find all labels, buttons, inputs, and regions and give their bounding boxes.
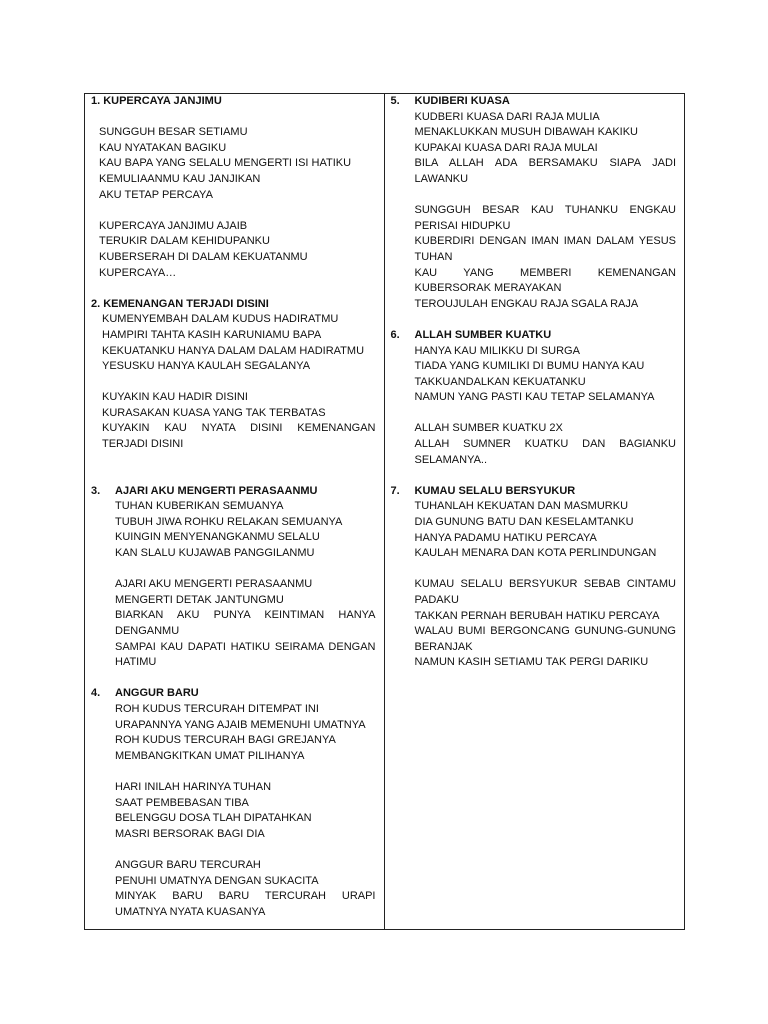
song-title-text: KUDIBERI KUASA <box>414 95 510 107</box>
lyric-line: SUNGGUH BESAR KAU TUHANKU ENGKAU PERISAI HIDUPKU <box>414 204 676 232</box>
lyric-line: KAU NYATAKAN BAGIKU <box>99 141 227 154</box>
lyric-line: KURASAKAN KUASA YANG TAK TERBATAS <box>102 406 326 419</box>
stanza <box>115 858 376 920</box>
song-body <box>391 110 677 313</box>
lyric-line: TUHANLAH KEKUATAN DAN MASMURKU <box>414 500 629 513</box>
lyric-line: HANYA KAU MILIKKU DI SURGA <box>414 344 580 357</box>
right-column <box>385 94 685 929</box>
song-5 <box>391 94 677 312</box>
stanza <box>102 390 376 452</box>
lyric-line: KAU BAPA YANG SELALU MENGERTI ISI HATIKU <box>99 157 352 170</box>
song-number: 3. <box>91 484 101 497</box>
stanza <box>415 344 677 406</box>
song-title <box>91 94 376 110</box>
stanza <box>415 421 677 468</box>
song-lyrics-table <box>84 93 685 930</box>
lyric-line: KAU YANG MEMBERI KEMENANGAN KUBERSORAK MERAYAKAN <box>414 266 676 295</box>
lyric-line: KUMENYEMBAH DALAM KUDUS HADIRATMU <box>102 313 339 326</box>
lyric-line: HANYA PADAMU HATIKU PERCAYA <box>414 531 597 544</box>
song-title <box>91 484 376 500</box>
song-title <box>391 94 677 110</box>
lyric-line: HAMPIRI TAHTA KASIH KARUNIAMU BAPA <box>102 328 322 341</box>
stanza <box>415 577 677 671</box>
lyric-line: BILA ALLAH ADA BERSAMAKU SIAPA JADI LAWANKU <box>414 157 676 185</box>
lyric-line: TEROUJULAH ENGKAU RAJA SGALA RAJA <box>414 297 639 310</box>
lyric-line: KUBERSERAH DI DALAM KEKUATANMU <box>99 250 308 263</box>
lyric-line: KAN SLALU KUJAWAB PANGGILANMU <box>115 547 315 560</box>
lyric-line: MENGERTI DETAK JANTUNGMU <box>115 593 284 606</box>
lyric-line: KUDBERI KUASA DARI RAJA MULIA <box>414 110 600 123</box>
lyric-line: KUMAU SELALU BERSYUKUR SEBAB CINTAMU PADAKU <box>414 578 676 606</box>
lyric-line: AKU TETAP PERCAYA <box>99 188 213 201</box>
lyric-line: TERUKIR DALAM KEHIDUPANKU <box>99 235 270 248</box>
song-number: 2. <box>91 297 101 310</box>
stanza <box>115 702 376 764</box>
lyric-line: MINYAK BARU BARU TERCURAH URAPI UMATNYA NYATA KUASANYA <box>115 890 376 918</box>
lyric-line: NAMUN KASIH SETIAMU TAK PERGI DARIKU <box>414 656 649 669</box>
stanza <box>99 125 376 203</box>
song-title-text: KUMAU SELALU BERSYUKUR <box>414 484 576 497</box>
lyric-line: KUPERCAYA… <box>99 266 177 279</box>
lyric-line: BELENGGU DOSA TLAH DIPATAHKAN <box>115 812 312 825</box>
lyric-line: PENUHI UMATNYA DENGAN SUKACITA <box>115 874 319 887</box>
song-title-text: KEMENANGAN TERJADI DISINI <box>103 297 269 310</box>
song-number: 6. <box>390 328 400 341</box>
lyric-line: KAULAH MENARA DAN KOTA PERLINDUNGAN <box>414 547 657 560</box>
lyric-line: MEMBANGKITKAN UMAT PILIHANYA <box>115 749 305 762</box>
stanza <box>115 577 376 671</box>
lyric-line: SUNGGUH BESAR SETIAMU <box>99 126 248 139</box>
song-body <box>391 499 677 671</box>
song-title-text: ANGGUR BARU <box>115 687 199 700</box>
song-6 <box>391 328 677 468</box>
lyric-line: KUYAKIN KAU HADIR DISINI <box>102 391 248 404</box>
lyric-line: ROH KUDUS TERCURAH BAGI GREJANYA <box>115 734 336 747</box>
song-title <box>391 484 677 500</box>
lyric-line: URAPANNYA YANG AJAIB MEMENUHI UMATNYA <box>115 718 366 731</box>
lyric-line: MASRI BERSORAK BAGI DIA <box>115 827 265 840</box>
lyric-line: DIA GUNUNG BATU DAN KESELAMTANKU <box>414 516 634 529</box>
song-title-text: KUPERCAYA JANJIMU <box>103 95 222 107</box>
song-body <box>391 344 677 469</box>
lyric-line: KUPAKAI KUASA DARI RAJA MULAI <box>414 141 598 154</box>
song-title <box>391 328 677 344</box>
song-2 <box>91 297 376 453</box>
lyric-line: NAMUN YANG PASTI KAU TETAP SELAMANYA <box>414 391 655 404</box>
stanza <box>115 499 376 561</box>
lyric-line: SAMPAI KAU DAPATI HATIKU SEIRAMA DENGAN HATIMU <box>115 640 376 669</box>
song-title <box>91 297 376 313</box>
lyric-line: ANGGUR BARU TERCURAH <box>115 858 261 871</box>
song-number: 5. <box>390 95 400 107</box>
song-number: 7. <box>390 484 400 497</box>
song-title-text: AJARI AKU MENGERTI PERASAANMU <box>115 484 318 497</box>
song-number: 4. <box>91 687 101 700</box>
song-3 <box>91 484 376 671</box>
lyric-line: TAKKUANDALKAN KEKUATANKU <box>414 375 586 388</box>
lyric-line: YESUSKU HANYA KAULAH SEGALANYA <box>102 360 311 373</box>
song-body <box>91 125 376 281</box>
lyric-line: AJARI AKU MENGERTI PERASAANMU <box>115 578 313 591</box>
lyric-line: KEKUATANKU HANYA DALAM DALAM HADIRATMU <box>102 344 365 357</box>
song-1 <box>91 94 376 281</box>
song-number: 1. <box>91 95 101 107</box>
lyric-line: TAKKAN PERNAH BERUBAH HATIKU PERCAYA <box>414 609 660 622</box>
stanza <box>415 203 677 312</box>
lyric-line: ALLAH SUMBER KUATKU 2X <box>414 422 563 435</box>
stanza <box>415 110 677 188</box>
stanza <box>115 780 376 842</box>
stanza <box>99 219 376 281</box>
lyric-line: TIADA YANG KUMILIKI DI BUMU HANYA KAU <box>414 360 645 373</box>
stanza <box>415 499 677 561</box>
lyric-line: KUBERDIRI DENGAN IMAN IMAN DALAM YESUS TUHAN <box>414 235 676 263</box>
song-body <box>91 499 376 671</box>
lyric-line: ROH KUDUS TERCURAH DITEMPAT INI <box>115 702 319 715</box>
lyric-line: TUBUH JIWA ROHKU RELAKAN SEMUANYA <box>115 515 343 528</box>
lyric-line: KUPERCAYA JANJIMU AJAIB <box>99 219 248 232</box>
lyric-line: KUYAKIN KAU NYATA DISINI KEMENANGAN TERJADI DISINI <box>102 422 376 451</box>
lyric-line: WALAU BUMI BERGONCANG GUNUNG-GUNUNG BERANJAK <box>414 625 676 653</box>
left-column <box>85 94 385 929</box>
lyric-line: HARI INILAH HARINYA TUHAN <box>115 780 272 793</box>
song-7 <box>391 484 677 671</box>
lyric-line: ALLAH SUMNER KUATKU DAN BAGIANKU SELAMANYA.. <box>414 438 676 466</box>
lyric-line: SAAT PEMBEBASAN TIBA <box>115 796 249 809</box>
song-title <box>91 686 376 702</box>
song-body <box>91 312 376 452</box>
lyric-line: KEMULIAANMU KAU JANJIKAN <box>99 172 261 185</box>
lyric-line: TUHAN KUBERIKAN SEMUANYA <box>115 500 284 513</box>
song-body <box>91 702 376 920</box>
lyric-line: BIARKAN AKU PUNYA KEINTIMAN HANYA DENGANMU <box>115 609 376 637</box>
lyric-line: KUINGIN MENYENANGKANMU SELALU <box>115 531 320 544</box>
stanza <box>102 312 376 374</box>
lyric-line: MENAKLUKKAN MUSUH DIBAWAH KAKIKU <box>414 126 639 139</box>
song-4 <box>91 686 376 920</box>
song-title-text: ALLAH SUMBER KUATKU <box>414 328 552 341</box>
